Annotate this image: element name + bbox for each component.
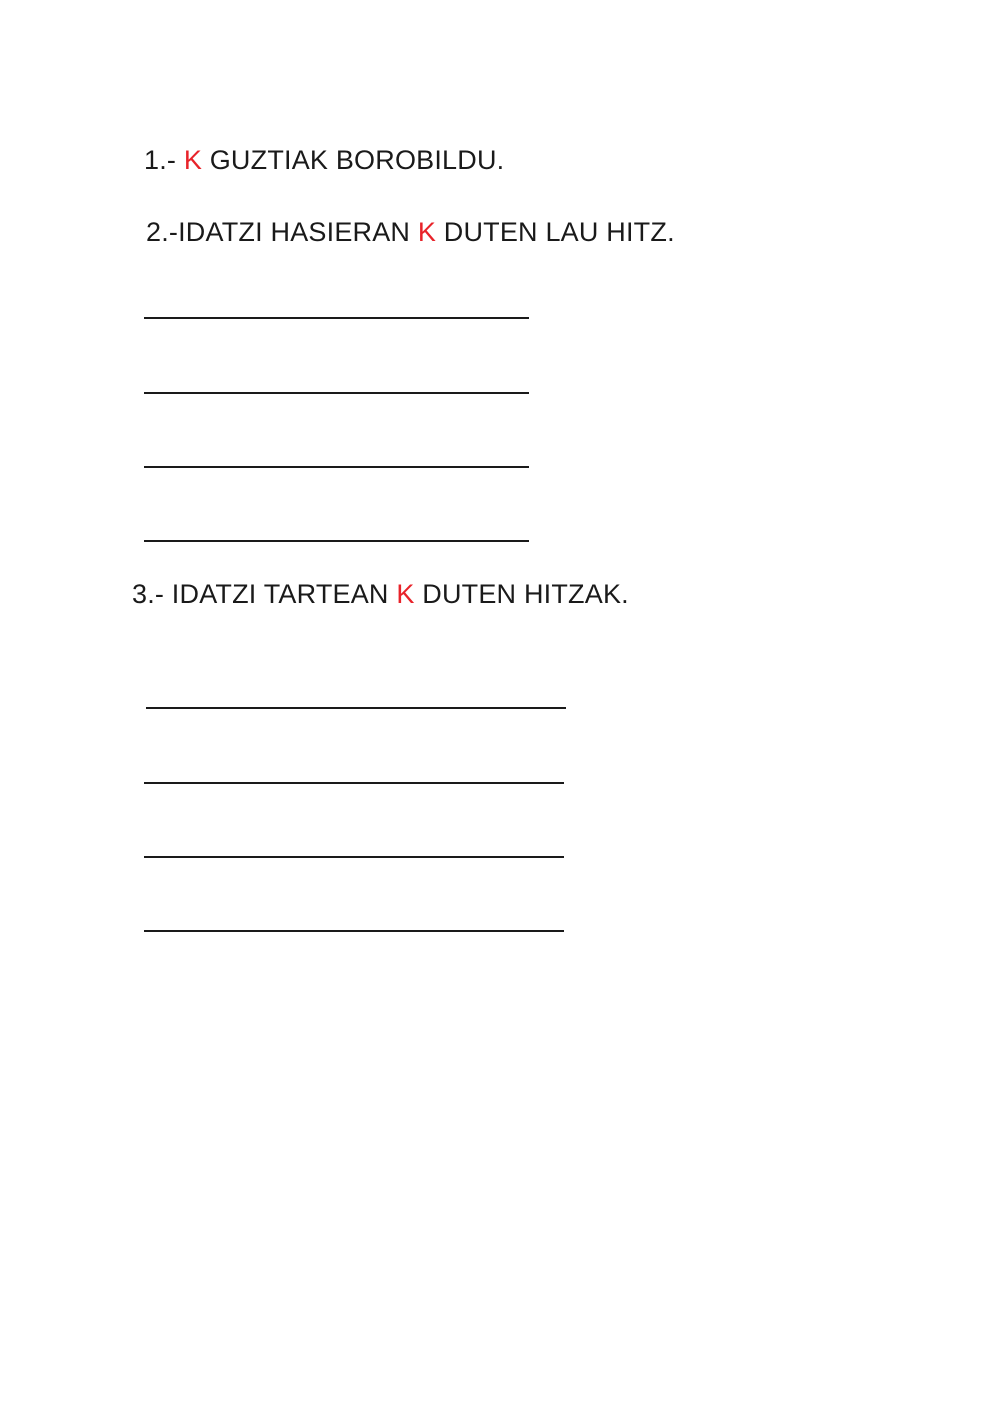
exercise-3-answer-line-2[interactable] bbox=[144, 782, 564, 784]
exercise-2-prefix: 2.-IDATZI HASIERAN bbox=[146, 217, 418, 247]
exercise-3-answer-line-3[interactable] bbox=[144, 856, 564, 858]
exercise-3-answer-line-4[interactable] bbox=[144, 930, 564, 932]
exercise-3-highlight-letter: K bbox=[396, 579, 415, 609]
exercise-2-answer-line-3[interactable] bbox=[144, 466, 529, 468]
exercise-2-answer-line-2[interactable] bbox=[144, 392, 529, 394]
exercise-1-instruction bbox=[144, 144, 504, 176]
exercise-2-answer-line-4[interactable] bbox=[144, 540, 529, 542]
exercise-1-highlight-letter: K bbox=[183, 145, 203, 175]
exercise-3-answer-line-1[interactable] bbox=[146, 707, 566, 709]
exercise-2-instruction bbox=[146, 216, 675, 248]
exercise-3-instruction bbox=[132, 578, 629, 610]
exercise-1-prefix: 1.- bbox=[144, 145, 184, 175]
exercise-3-prefix: 3.- IDATZI TARTEAN bbox=[132, 579, 397, 609]
exercise-2-suffix: DUTEN LAU HITZ. bbox=[436, 217, 675, 247]
exercise-2-highlight-letter: K bbox=[417, 217, 437, 247]
exercise-3-suffix: DUTEN HITZAK. bbox=[414, 579, 629, 609]
exercise-2-answer-line-1[interactable] bbox=[144, 317, 529, 319]
exercise-1-suffix: GUZTIAK BOROBILDU. bbox=[202, 145, 505, 175]
